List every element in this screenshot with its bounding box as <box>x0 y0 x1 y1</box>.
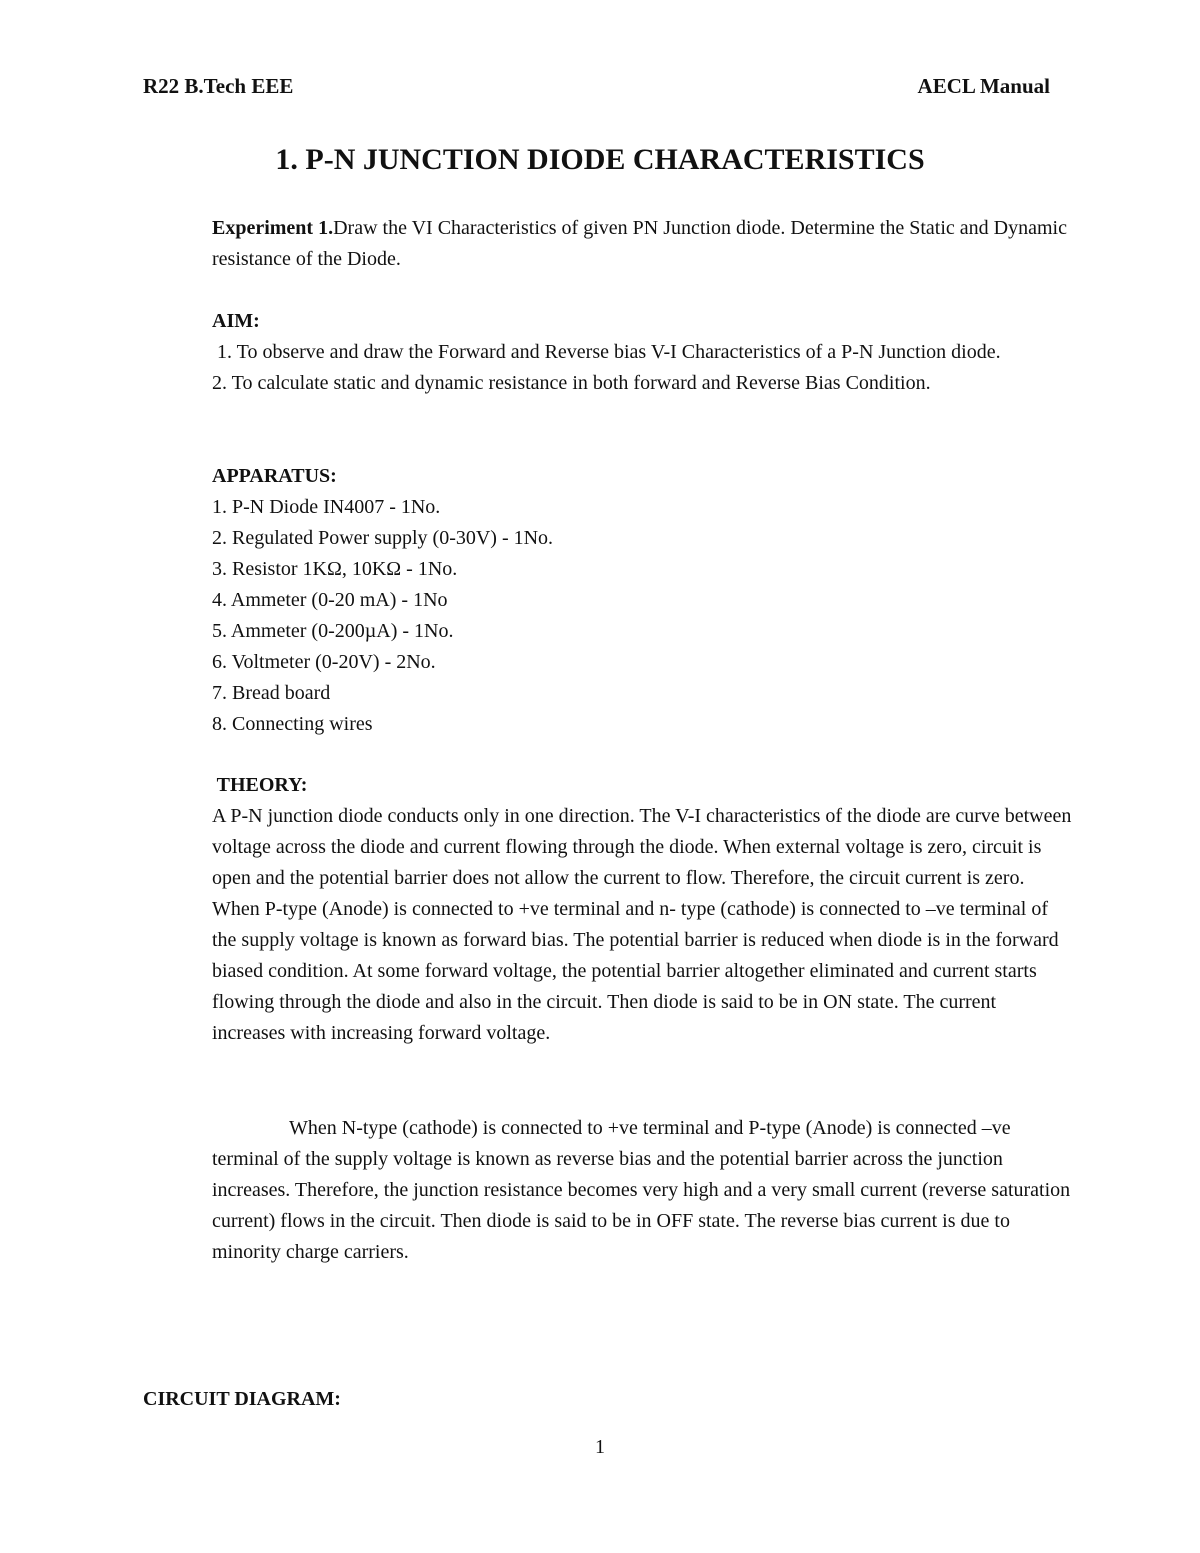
circuit-diagram-heading: CIRCUIT DIAGRAM: <box>143 1388 341 1410</box>
apparatus-item: 4. Ammeter (0-20 mA) - 1No <box>212 589 448 611</box>
apparatus-item: 5. Ammeter (0-200µA) - 1No. <box>212 620 454 642</box>
apparatus-item: 8. Connecting wires <box>212 713 373 735</box>
apparatus-item: 6. Voltmeter (0-20V) - 2No. <box>212 651 436 673</box>
experiment-paragraph <box>212 213 1072 275</box>
apparatus-section <box>212 461 1072 740</box>
theory-section-continued <box>212 1113 1072 1268</box>
experiment-text: Draw the VI Characteristics of given PN Junction diode. Determine the Static and Dynamic resistance of the Diode. <box>212 217 1067 270</box>
theory-section <box>212 770 1072 1049</box>
theory-heading: THEORY: <box>212 774 308 796</box>
aim-item: 1. To observe and draw the Forward and Reverse bias V-I Characteristics of a P-N Junction diode. <box>212 341 1001 363</box>
page-number: 1 <box>595 1436 605 1458</box>
aim-heading: AIM: <box>212 310 260 332</box>
header-course: R22 B.Tech EEE <box>143 74 294 98</box>
apparatus-heading: APPARATUS: <box>212 465 337 487</box>
apparatus-list <box>212 492 1072 740</box>
page-title: 1. P-N JUNCTION DIODE CHARACTERISTICS <box>275 143 925 176</box>
header-manual: AECL Manual <box>917 74 1050 98</box>
apparatus-item: 7. Bread board <box>212 682 331 704</box>
theory-paragraph-1: A P-N junction diode conducts only in one direction. The V-I characteristics of the diode are curve between voltage across the diode and current flowing through the diode. When external voltage is zero, circuit is open and the potential barrier does not allow the current to flow. Therefore, the circuit current is zero. When P-type (Anode) is connected to +ve terminal and n- type (cathode) is connected to –ve terminal of the supply voltage is known as forward bias. The potential barrier is reduced when diode is in the forward biased condition. At some forward voltage, the potential barrier altogether eliminated and current starts flowing through the diode and also in the circuit. Then diode is said to be in ON state. The current increases with increasing forward voltage. <box>212 805 1072 1044</box>
theory-paragraph-2: When N-type (cathode) is connected to +ve terminal and P-type (Anode) is connected –ve terminal of the supply voltage is known as reverse bias and the potential barrier across the junction increases. Therefore, the junction resistance becomes very high and a very small current (reverse saturation current) flows in the circuit. Then diode is said to be in OFF state. The reverse bias current is due to minority charge carriers. <box>212 1117 1071 1263</box>
experiment-label: Experiment 1. <box>212 217 334 239</box>
apparatus-item: 1. P-N Diode IN4007 - 1No. <box>212 496 441 518</box>
aim-section <box>212 306 1072 399</box>
aim-item: 2. To calculate static and dynamic resistance in both forward and Reverse Bias Condition. <box>212 372 931 394</box>
apparatus-item: 2. Regulated Power supply (0-30V) - 1No. <box>212 527 554 549</box>
experiment-section <box>212 213 1072 275</box>
apparatus-item: 3. Resistor 1KΩ, 10KΩ - 1No. <box>212 558 458 580</box>
